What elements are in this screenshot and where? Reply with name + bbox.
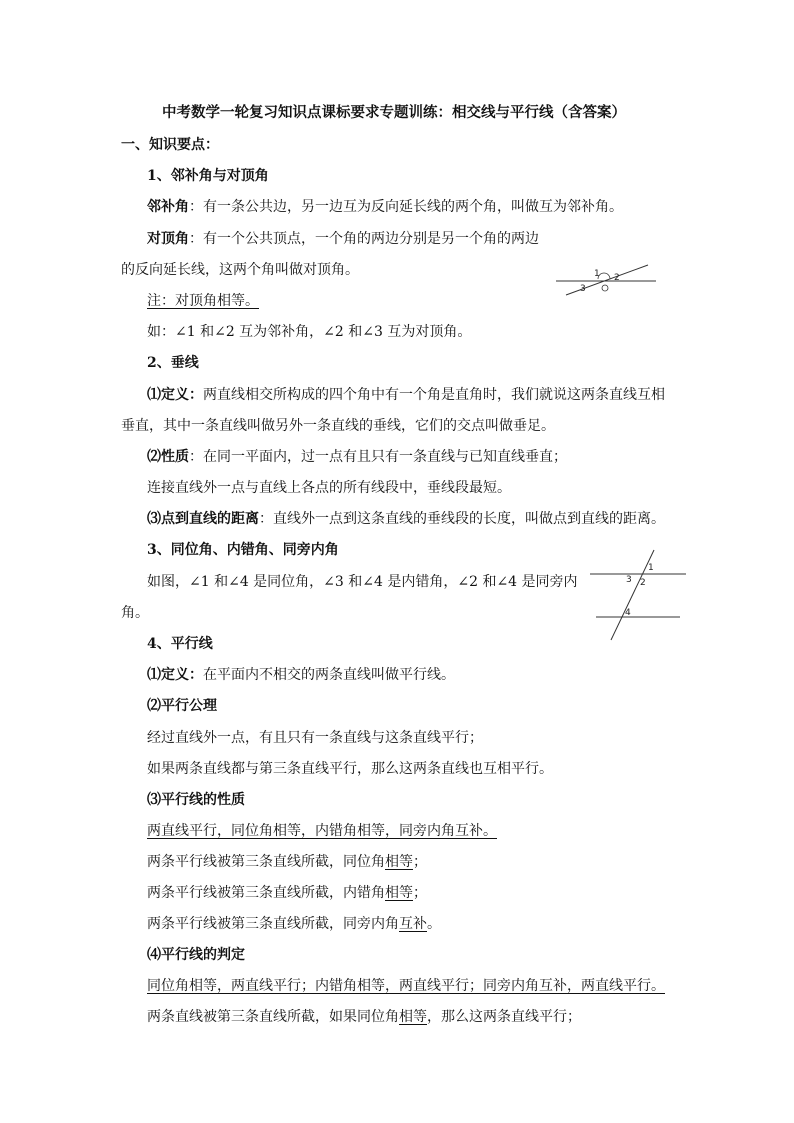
vertical-angle-text-1: ：有一个公共顶点，一个角的两边分别是另一个角的两边: [189, 231, 539, 247]
parallel-judgement-1: [147, 1008, 581, 1026]
perpendicular-property-1: [147, 448, 567, 466]
angle-label-t3: 3: [626, 575, 632, 585]
parallel-judgement-label: ⑷平行线的判定: [147, 947, 245, 963]
parallel-judgement-1-key: 相等: [399, 1009, 427, 1025]
angle-label-3: 3: [580, 284, 586, 294]
angle-label-t4: 4: [625, 608, 631, 618]
parallel-judgement-summary: 同位角相等，两直线平行；内错角相等，两直线平行；同旁内角互补，两直线平行。: [147, 978, 665, 994]
parallel-property-3-text: 两条平行线被第三条直线所截，同旁内角: [147, 916, 399, 932]
parallel-property-2-text: 两条平行线被第三条直线所截，内错角: [147, 885, 385, 901]
parallel-judgement-1-end: ，那么这两条直线平行；: [427, 1009, 581, 1025]
perpendicular-definition-text-1: 两直线相交所构成的四个角中有一个角是直角时，我们就说这两条直线互相: [203, 387, 665, 403]
parallel-property-3: [147, 915, 441, 933]
parallel-property-1: [147, 853, 427, 871]
vertical-angle-text-2: 的反向延长线，这两个角叫做对顶角。: [121, 262, 359, 278]
parallel-properties-label: ⑶平行线的性质: [147, 792, 245, 808]
parallel-property-3-end: 。: [427, 916, 441, 932]
parallel-property-3-key: 互补: [399, 916, 427, 932]
heading-perpendicular: 2、垂线: [147, 355, 199, 371]
page-title: 中考数学一轮复习知识点课标要求专题训练：相交线与平行线（含答案）: [162, 104, 626, 121]
parallel-definition-label: ⑴定义：: [147, 667, 203, 683]
parallel-property-2-key: 相等: [385, 885, 413, 901]
heading-adjacent-vertical-angles: 1、邻补角与对顶角: [147, 168, 269, 184]
parallel-judgement-1-text: 两条直线被第三条直线所截，如果同位角: [147, 1009, 399, 1025]
perpendicular-property-2: 连接直线外一点与直线上各点的所有线段中，垂线段最短。: [147, 480, 511, 496]
adjacent-angle-definition: [147, 198, 623, 216]
adjacent-angle-text: ：有一条公共边，另一边互为反向延长线的两个角，叫做互为邻补角。: [189, 199, 623, 215]
angle-label-2: 2: [614, 273, 620, 283]
point-line-distance: [147, 510, 665, 528]
angle-types-text-2: 角。: [121, 605, 149, 621]
parallel-property-2-sep: ；: [413, 885, 427, 901]
parallel-property-2: [147, 884, 427, 902]
term-vertical-angle: 对顶角: [147, 231, 189, 247]
parallel-axiom-2: 如果两条直线都与第三条直线平行，那么这两条直线也互相平行。: [147, 761, 553, 777]
perpendicular-property-text-1: ：在同一平面内，过一点有且只有一条直线与已知直线垂直；: [189, 449, 567, 465]
parallel-property-1-text: 两条平行线被第三条直线所截，同位角: [147, 854, 385, 870]
note-vertical-angles-equal: 注：对顶角相等。: [147, 293, 259, 309]
perpendicular-definition-label: ⑴定义：: [147, 387, 203, 403]
point-line-distance-text: ：直线外一点到这条直线的垂线段的长度，叫做点到直线的距离。: [259, 511, 665, 527]
angle-label-t2: 2: [640, 578, 646, 588]
parallel-definition: [147, 666, 455, 684]
angle-label-t1: 1: [648, 563, 654, 573]
parallel-axiom-label: ⑵平行公理: [147, 698, 217, 714]
parallel-property-1-key: 相等: [385, 854, 413, 870]
parallel-properties-summary: 两直线平行，同位角相等，内错角相等，同旁内角互补。: [147, 823, 497, 839]
perpendicular-definition-2: 垂直，其中一条直线叫做另外一条直线的垂线，它们的交点叫做垂足。: [121, 418, 555, 434]
parallel-definition-text: 在平面内不相交的两条直线叫做平行线。: [203, 667, 455, 683]
parallel-axiom-1: 经过直线外一点，有且只有一条直线与这条直线平行；: [147, 730, 483, 746]
heading-parallel-lines: 4、平行线: [147, 636, 213, 652]
point-line-distance-label: ⑶点到直线的距离: [147, 511, 259, 527]
angle-mark-circle: [602, 285, 608, 291]
heading-angle-types: 3、同位角、内错角、同旁内角: [147, 542, 339, 558]
intersecting-lines-figure: [554, 262, 664, 302]
angle-label-1: 1: [594, 269, 600, 279]
transversal-figure: [588, 545, 688, 645]
angle-types-text-1: 如图，∠1 和∠4 是同位角，∠3 和∠4 是内错角，∠2 和∠4 是同旁内: [147, 574, 578, 590]
section-heading-knowledge: 一、知识要点：: [121, 137, 219, 153]
perpendicular-property-label: ⑵性质: [147, 449, 189, 465]
vertical-angle-definition: [147, 230, 539, 248]
term-adjacent-angle: 邻补角: [147, 199, 189, 215]
angle-arc-1: [598, 273, 610, 279]
perpendicular-definition-1: [147, 386, 665, 404]
parallel-property-1-sep: ；: [413, 854, 427, 870]
example-angles: 如：∠1 和∠2 互为邻补角，∠2 和∠3 互为对顶角。: [147, 324, 472, 340]
